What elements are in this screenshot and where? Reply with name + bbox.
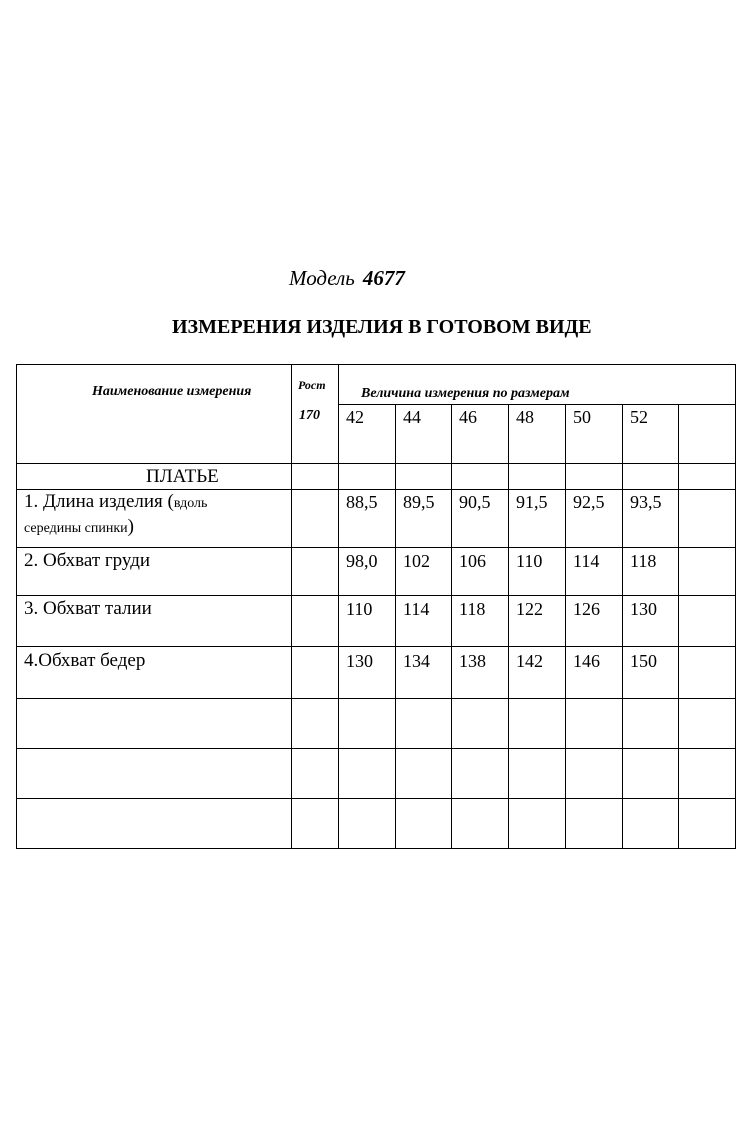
value-cell: 98,0	[346, 551, 378, 571]
value-cell: 118	[459, 599, 486, 619]
value-cell: 106	[459, 551, 486, 571]
value-cell: 88,5	[346, 492, 378, 512]
row-divider	[16, 489, 736, 490]
col-divider	[622, 404, 623, 849]
value-cell: 102	[403, 551, 430, 571]
value-cell: 89,5	[403, 492, 435, 512]
rost-label: Рост	[298, 378, 326, 392]
size-cell: 50	[573, 407, 591, 427]
value-cell: 90,5	[459, 492, 491, 512]
section-label: ПЛАТЬЕ	[146, 466, 219, 487]
size-cell: 48	[516, 407, 534, 427]
size-cell: 52	[630, 407, 648, 427]
page-title: ИЗМЕРЕНИЯ ИЗДЕЛИЯ В ГОТОВОМ ВИДЕ	[172, 316, 592, 338]
column-header-name: Наименование измерения	[92, 384, 252, 399]
sizes-header: Величина измерения по размерам	[361, 386, 570, 401]
value-cell: 126	[573, 599, 600, 619]
col-divider	[395, 404, 396, 849]
model-number: 4677	[362, 266, 405, 290]
model-line	[289, 266, 405, 291]
col-divider	[508, 404, 509, 849]
row-label-note: вдоль	[173, 496, 208, 511]
value-cell: 130	[630, 599, 657, 619]
value-cell: 130	[346, 651, 373, 671]
value-cell: 110	[346, 599, 373, 619]
value-cell: 134	[403, 651, 430, 671]
col-divider	[678, 404, 679, 849]
col-divider	[451, 404, 452, 849]
value-cell: 93,5	[630, 492, 662, 512]
value-cell: 91,5	[516, 492, 548, 512]
row-label	[24, 491, 207, 513]
row-divider	[16, 547, 736, 548]
table-border-top	[16, 364, 736, 365]
value-cell: 114	[403, 599, 430, 619]
row-label: 4.Обхват бедер	[24, 650, 146, 671]
row-label: 2. Обхват груди	[24, 550, 151, 571]
model-label: Модель	[289, 266, 355, 290]
measurements-table	[16, 364, 736, 849]
value-cell: 138	[459, 651, 486, 671]
row-label-note: середины спинки	[24, 521, 128, 536]
row-label-cont	[24, 516, 134, 538]
size-cell: 42	[346, 407, 364, 427]
row-label: 3. Обхват талии	[24, 598, 152, 619]
row-label-main: 1. Длина изделия (	[24, 491, 174, 512]
table-border-right	[735, 364, 736, 849]
row-divider	[16, 646, 736, 647]
value-cell: 118	[630, 551, 657, 571]
value-cell: 150	[630, 651, 657, 671]
table-border-left	[16, 364, 17, 849]
col-divider	[338, 364, 339, 849]
value-cell: 114	[573, 551, 600, 571]
value-cell: 142	[516, 651, 543, 671]
sizes-header-divider	[339, 404, 736, 405]
row-divider	[16, 748, 736, 749]
row-divider	[16, 798, 736, 799]
value-cell: 122	[516, 599, 543, 619]
row-divider	[16, 463, 736, 464]
size-cell: 44	[403, 407, 421, 427]
row-divider	[16, 698, 736, 699]
row-divider	[16, 595, 736, 596]
col-divider	[291, 364, 292, 849]
table-border-bottom	[16, 848, 736, 849]
value-cell: 110	[516, 551, 543, 571]
col-divider	[565, 404, 566, 849]
value-cell: 92,5	[573, 492, 605, 512]
size-cell: 46	[459, 407, 477, 427]
row-label-close: )	[127, 516, 134, 537]
rost-value: 170	[299, 408, 320, 423]
value-cell: 146	[573, 651, 600, 671]
